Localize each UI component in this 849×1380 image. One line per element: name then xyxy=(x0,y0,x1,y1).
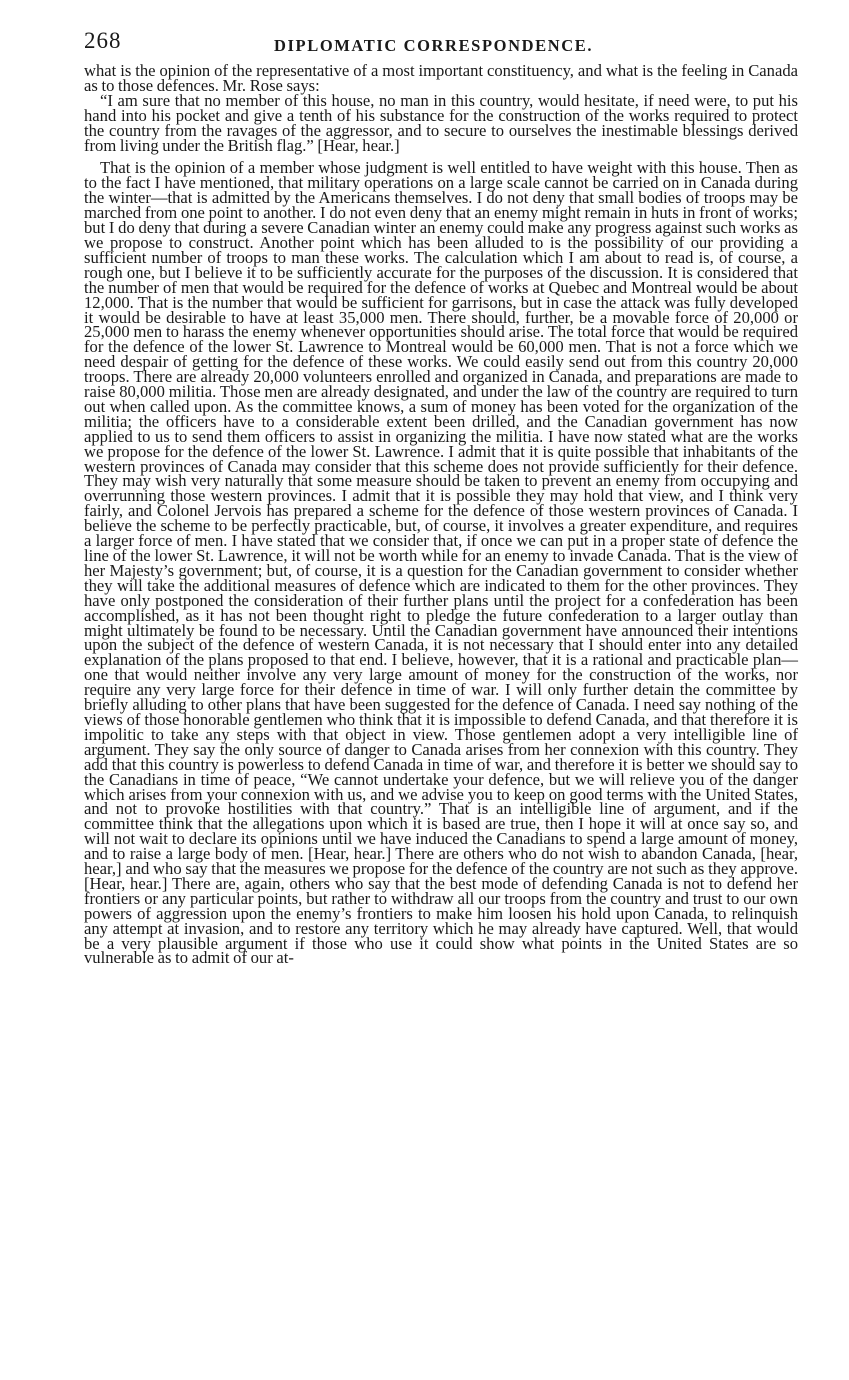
block-quote: “I am sure that no member of this house, no man in this country, would hesitate, if need were, to put his hand into his pocket and give a tenth of his substance for the construction of the works required to protect the country from the ravages of the aggressor, and to secure to ourselves the inestimable blessings derived from living under the British flag.” [Hear, hear.] xyxy=(84,90,798,155)
paragraph-continuation: what is the opinion of the representative of a most important constituency, and what is the feeling in Canada as to those defences. Mr. Rose says: xyxy=(84,61,798,95)
running-head: DIPLOMATIC CORRESPONDENCE. xyxy=(274,36,594,55)
document-page xyxy=(84,24,798,966)
page-number: 268 xyxy=(84,28,122,53)
paragraph-main: That is the opinion of a member whose judgment is well entitled to have weight with this house. Then as to the fact I have mentioned, that military operations on a large scale cannot be carried on in Canada during the winter—that is admitted by the Americans themselves. I do not deny that small bodies of troops may be marched from one point to another. I do not even deny that an enemy might remain in huts in front of works; but I do deny that during a severe Canadian winter an enemy could make any progress against such works as we propose to construct. Another point which has been alluded to is the possibility of our providing a sufficient number of troops to man these works. The calculation which I am about to read is, of course, a rough one, but I believe it to be sufficiently accurate for the purposes of the discussion. It is considered that the number of men that would be required for the defence of works at Quebec and Montreal would be about 12,000. That is the number that would be sufficient for garrisons, but in case the attack was fully developed it would be desirable to have at least 35,000 men. There should, further, be a movable force of 20,000 or 25,000 men to harass the enemy whenever opportunities should arise. The total force that would be required for the defence of the lower St. Lawrence to Montreal would be 60,000 men. That is not a force which we need despair of getting for the defence of these works. We could easily send out from this country 20,000 troops. There are already 20,000 volunteers enrolled and organized in Canada, and preparations are made to raise 80,000 militia. Those men are already designated, and under the law of the country are required to turn out when called upon. As the committee knows, a sum of money has been voted for the organization of the militia; the officers have to a considerable extent been drilled, and the Canadian government has now applied to us to send them officers to assist in organizing the militia. I have now stated what are the works we propose for the defence of the lower St. Lawrence. I admit that it is quite possible that inhabitants of the western provinces of Canada may consider that this scheme does not provide sufficiently for their defence. They may wish very naturally that some measure should be taken to prevent an enemy from occupying and overrunning those western provinces. I admit that it is possible they may hold that view, and I think very fairly, and Colonel Jervois has prepared a scheme for the defence of those western provinces of Canada. I believe the scheme to be perfectly practicable, but, of course, it involves a greater expenditure, and requires a larger force of men. I have stated that we consider that, if once we can put in a proper state of defence the line of the lower St. Lawrence, it will not be worth while for an enemy to invade Canada. That is the view of her Majesty’s government; but, of course, it is a question for the Canadian government to consider whether they will take the additional measures of defence which are indicated to them for the other provinces. They have only postponed the consideration of their further plans until the project for a confederation has been accomplished, as it has not been thought right to pledge the future confederation to a larger outlay than might ultimately be found to be necessary. Until the Canadian government have announced their intentions upon the subject of the defence of western Canada, it is not necessary that I should enter into any detailed explanation of the plans proposed to that end. I believe, however, that it is a rational and practicable plan—one that would neither involve any very large amount of money for the construction of the works, nor require any very large force for their defence in time of war. I will only further detain the committee by briefly alluding to other plans that have been suggested for the defence of Canada. I need say nothing of the views of those honorable gentlemen who think that it is impossible to defend Canada, and that therefore it is impolitic to take any steps with that object in view. Those gentlemen adopt a very intelligible line of argument. They say the only source of danger to Canada arises from her connexion with this country. They add that this country is powerless to defend Canada in time of war, and therefore it is better we should say to the Canadians in time of peace, “We cannot undertake your defence, but we will relieve you of the danger which arises from your connexion with us, and we advise you to keep on good terms with the United States, and not to provoke hostilities with that country.” That is an intelligible line of argument, and if the committee think that the allegations upon which it is based are true, then I hope it will at once say so, and will not wait to declare its opinions until we have induced the Canadians to spend a large amount of money, and to raise a large body of men. [Hear, hear.] There are others who do not wish to abandon Canada, [hear, hear,] and who say that the measures we propose for the defence of the country are not such as they approve. [Hear, hear.] There are, again, others who say that the best mode of defending Canada is not to defend her frontiers or any particular points, but rather to withdraw all our troops from the country and trust to our own powers of aggression upon the enemy’s frontiers to make him loosen his hold upon Canada, to relinquish any attempt at invasion, and to restore any territory which he may already have captured. Well, that would be a very plausible argument if those who use it could show what points in the United States are so vulnerable as to admit of our at- xyxy=(84,158,798,968)
body-text xyxy=(84,61,798,968)
page-header xyxy=(84,24,798,64)
